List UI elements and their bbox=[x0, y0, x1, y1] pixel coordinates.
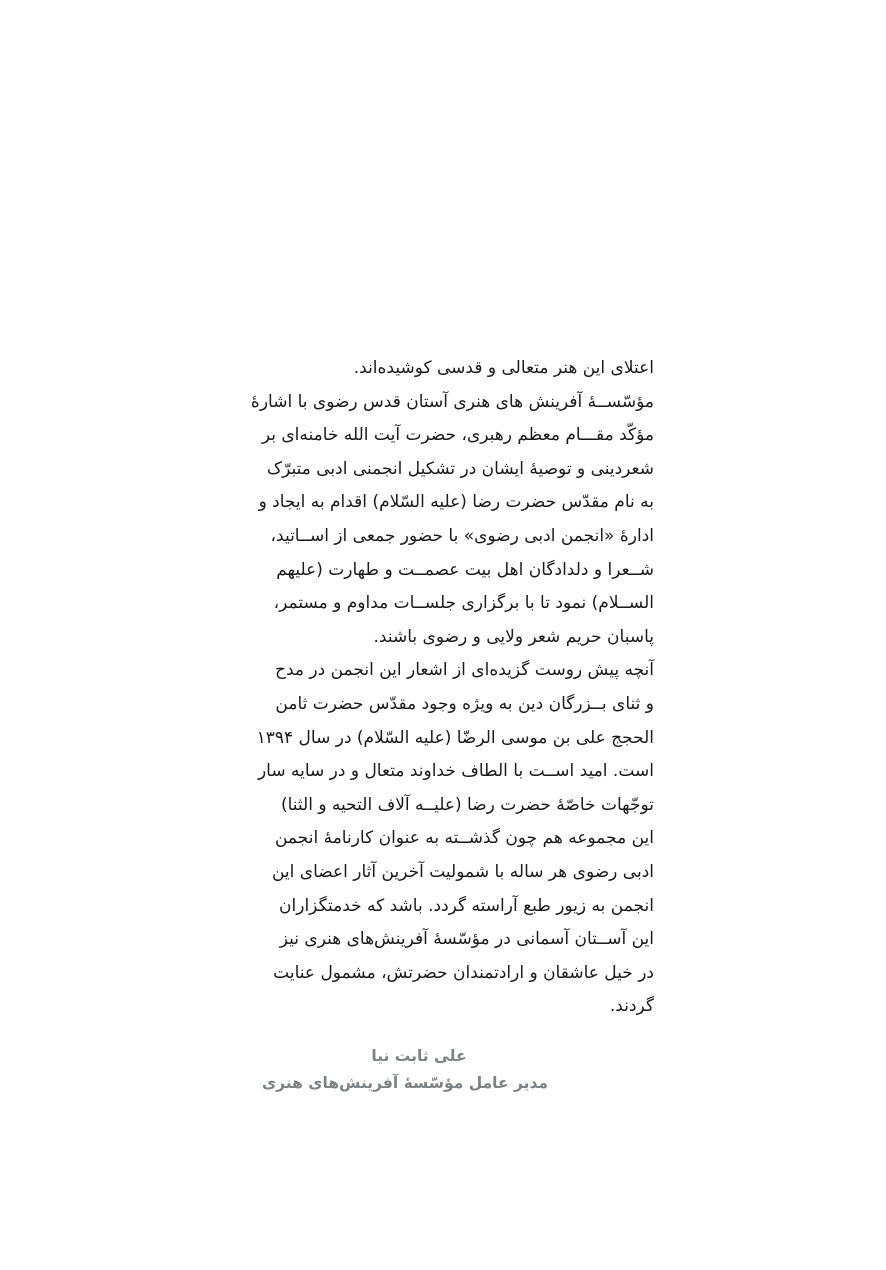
signature-title: مدیر عامل مؤسّسهٔ آفرینش‌های هنری bbox=[261, 1074, 548, 1092]
text-line: این آســتان آسمانی در مؤسّسهٔ آفرینش‌های هنری نیز bbox=[279, 929, 654, 950]
text-line: و ثنای بــزرگان دین به ویژه وجود مقدّس حضرت ثامن bbox=[275, 693, 654, 714]
text-line: توجّهات خاصّهٔ حضرت رضا (علیــه آلاف التحیه و الثنا) bbox=[280, 794, 654, 815]
text-line: اعتلای این هنر متعالی و قدسی کوشیده‌اند. bbox=[353, 358, 654, 378]
text-line: الحجج علی بن موسی الرضّا (علیه السّلام) در سال ۱۳۹۴ bbox=[256, 727, 654, 748]
text-line: به نام مقدّس حضرت رضا (علیه السّلام) اقدام به ایجاد و bbox=[258, 492, 654, 513]
text-line: مؤکّد مقـــام معظم رهبری، حضرت آیت الله خامنه‌ای بر bbox=[261, 425, 654, 446]
signature-name: علی ثابت نیا bbox=[371, 1047, 467, 1065]
text-line: در خیل عاشقان و ارادتمندان حضرتش، مشمول عنایت bbox=[273, 962, 654, 983]
text-line: مؤسّســهٔ آفرینش های هنری آستان قدس رضوی با اشارهٔ bbox=[250, 391, 654, 412]
text-line: گردند. bbox=[609, 996, 654, 1017]
text-line: انجمن به زیور طبع آراسته گردد. باشد که خدمتگزاران bbox=[279, 895, 654, 916]
text-line: این مجموعه هم چون گذشــته به عنوان کارنامهٔ انجمن bbox=[274, 828, 654, 849]
body-text bbox=[250, 352, 654, 1024]
text-line: پاسبان حریم شعر ولایی و رضوی باشند. bbox=[373, 626, 654, 647]
text-line: الســلام) نمود تا با برگزاری جلســات مداوم و مستمر، bbox=[273, 593, 654, 614]
text-line: آنچه پیش روست گزیده‌ای از اشعار این انجمن در مدح bbox=[275, 660, 654, 681]
text-line: ادارهٔ «انجمن ادبی رضوی» با حضور جمعی از اســاتید، bbox=[270, 525, 654, 546]
text-line: شعردینی و توصیهٔ ایشان در تشکیل انجمنی ادبی متبرّک bbox=[266, 458, 654, 479]
text-line: ادبی رضوی هر ساله با شمولیت آخرین آثار اعضای این bbox=[271, 861, 654, 882]
text-line: شــعرا و دلدادگان اهل بیت عصمــت و طهارت (علیهم bbox=[276, 559, 654, 580]
text-line: است. امید اســت با الطاف خداوند متعال و در سایه سار bbox=[257, 761, 654, 782]
signature-block bbox=[261, 1043, 548, 1097]
